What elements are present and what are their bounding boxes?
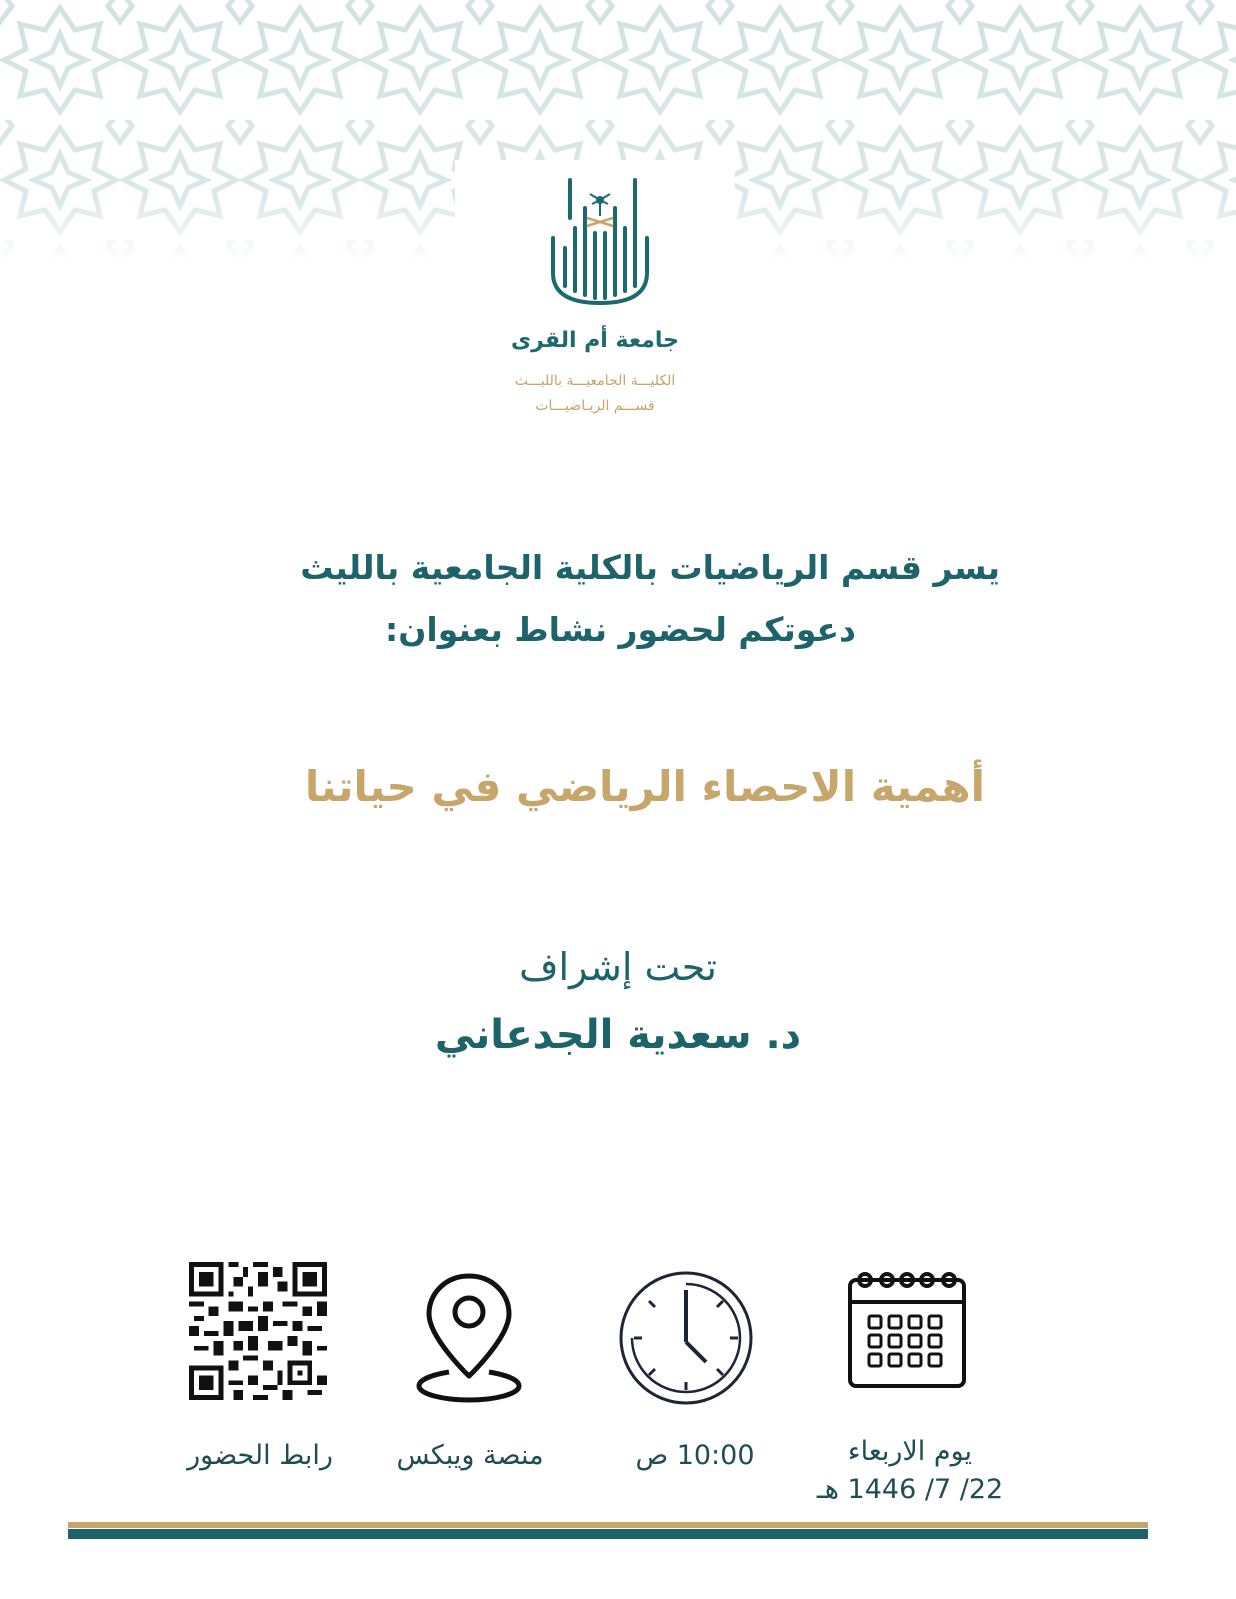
location-pin-icon: [415, 1272, 523, 1404]
university-logo: [455, 160, 735, 430]
university-emblem-icon: [545, 178, 655, 308]
college-name: الكليـــة الجامعيـــة بالليـــث: [514, 373, 676, 389]
supervision-label: تحت إشراف: [519, 945, 717, 989]
qr-code-icon[interactable]: [188, 1262, 328, 1400]
event-title: أهمية الاحصاء الرياضي في حياتنا: [304, 762, 985, 811]
attendance-link[interactable]: رابط الحضور: [187, 1440, 333, 1471]
invitation-line-1: يسر قسم الرياضيات بالكلية الجامعية بالليث: [300, 548, 1000, 587]
clock-icon: [618, 1270, 754, 1406]
event-platform: منصة ويبكس: [396, 1440, 544, 1471]
university-name: جامعة أم القرى: [511, 328, 679, 353]
supervisor-name: د. سعدية الجدعاني: [434, 1012, 802, 1058]
event-time: 10:00 ص: [635, 1440, 755, 1471]
footer-gold-bar: [68, 1522, 1148, 1528]
department-name: قســـم الريـاضيـــات: [535, 398, 655, 414]
calendar-icon: [845, 1270, 969, 1392]
event-day: يوم الاربعاء: [847, 1436, 973, 1467]
invitation-line-2: دعوتكم لحضور نشاط بعنوان:: [385, 610, 856, 649]
event-date: 22/ 7/ 1446 هـ: [816, 1474, 1004, 1505]
footer-teal-bar: [68, 1529, 1148, 1539]
